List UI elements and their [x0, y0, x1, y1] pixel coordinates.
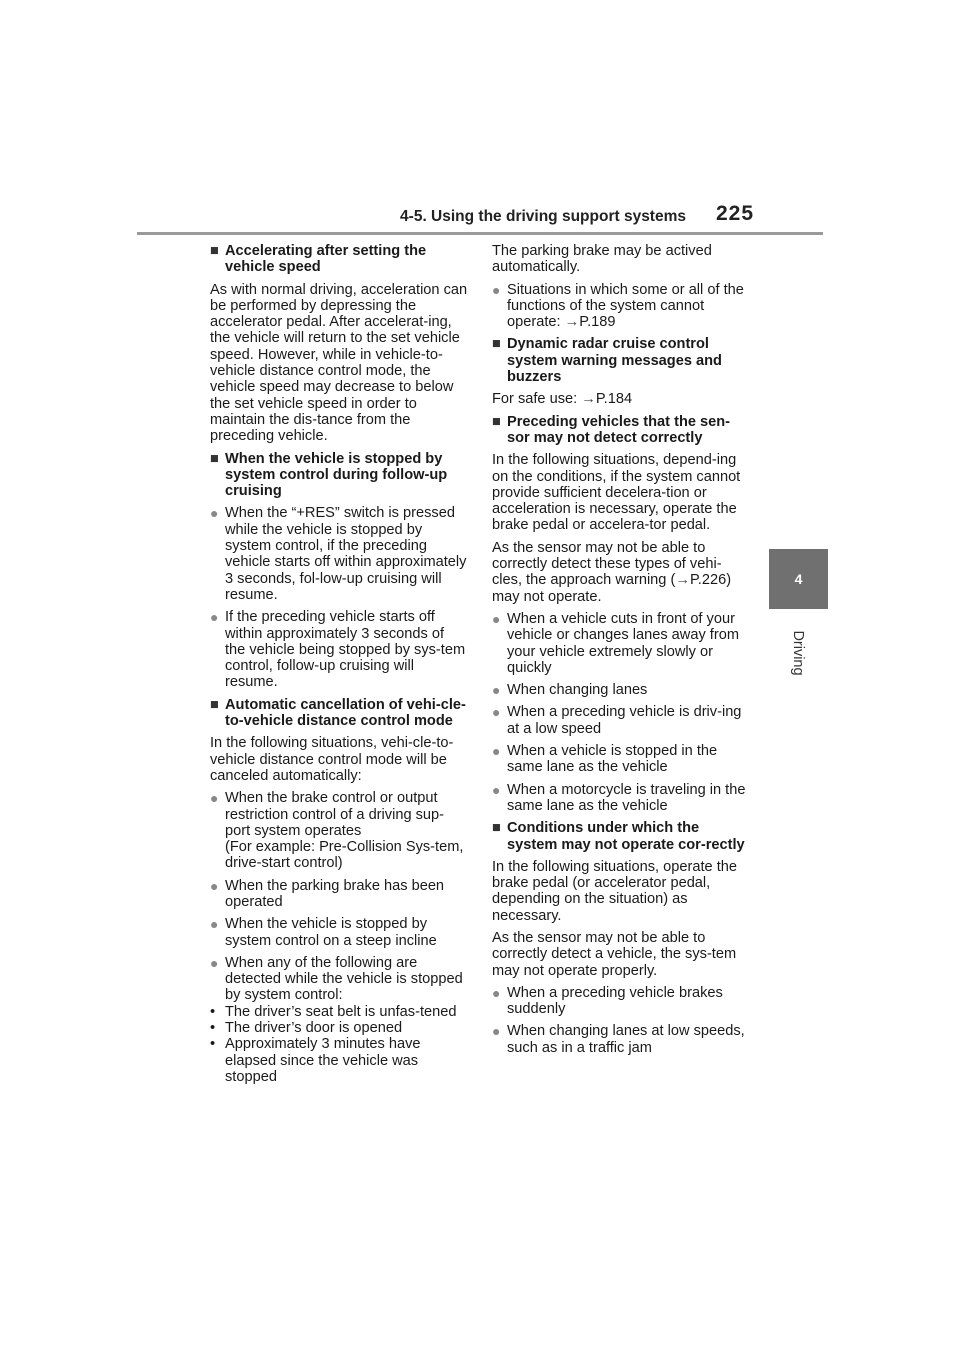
bullet-icon: ●	[210, 790, 219, 807]
heading-marker-icon: ■	[210, 450, 219, 467]
page-number: 225	[716, 202, 755, 225]
sub-list-item: • Approximately 3 minutes have elapsed since the vehicle was stopped	[210, 1036, 421, 1085]
bullet-icon: ●	[210, 916, 219, 933]
left-column	[210, 243, 468, 1085]
example-note: (For example: Pre-Collision Sys-tem, drive-start control)	[225, 839, 464, 872]
list-item: ● When a preceding vehicle brakes suddenly	[492, 984, 723, 1018]
bullet-icon: ●	[210, 877, 219, 894]
chapter-number: 4	[794, 571, 803, 587]
page-reference-link[interactable]: P.184	[595, 391, 633, 408]
list-item: ● When the vehicle is stopped by system control on a steep incline	[210, 916, 437, 949]
chapter-tab	[769, 549, 828, 609]
list-item: ● When changing lanes	[492, 682, 648, 699]
bullet-icon: ●	[492, 781, 501, 798]
heading-preceding-vehicles: ■ Preceding vehicles that the sen-sor may not detect correctly	[492, 413, 731, 446]
paragraph: For safe use: →P.184	[492, 391, 633, 408]
heading-marker-icon: ■	[210, 243, 219, 259]
page-reference-link[interactable]: P.189	[579, 314, 616, 331]
ref-arrow-icon: →	[675, 572, 690, 589]
bullet-icon: ●	[492, 281, 501, 298]
page-reference-link[interactable]: P.226	[689, 572, 727, 589]
bullet-icon: ●	[492, 1023, 501, 1040]
sub-bullet-icon: •	[210, 1020, 216, 1037]
header-rule	[137, 232, 823, 235]
sub-list-item: • The driver’s door is opened	[210, 1020, 403, 1037]
heading-warning-messages: ■ Dynamic radar cruise control system warning messages and buzzers	[492, 336, 722, 386]
paragraph: The parking brake may be actived automatically.	[492, 243, 712, 276]
paragraph: As the sensor may not be able to correctly detect these types of vehi-cles, the approach warning (→P.226) may not operate.	[492, 539, 732, 605]
list-item: ● When any of the following are detected while the vehicle is stopped by system control:	[210, 954, 463, 1004]
heading-conditions: ■ Conditions under which the system may not operate cor-rectly	[492, 820, 745, 853]
list-item: ● When the brake control or output restriction control of a driving sup-port system operates (For example: Pre-Collision Sys-tem, drive-start control)	[210, 790, 464, 872]
paragraph: As the sensor may not be able to correctly detect a vehicle, the sys-tem may not operate properly.	[492, 929, 737, 979]
list-item: ● When the “+RES” switch is pressed while the vehicle is stopped by system control, if the preceding vehicle starts off within approximately 3 seconds, fol-low-up cruising will resume.	[210, 505, 467, 603]
sub-bullet-icon: •	[210, 1036, 216, 1053]
chapter-label: Driving	[790, 630, 806, 676]
heading-accelerating: ■ Accelerating after setting the vehicle speed	[210, 243, 427, 276]
bullet-icon: ●	[492, 704, 501, 721]
heading-marker-icon: ■	[492, 336, 501, 353]
sub-bullet-icon: •	[210, 1003, 216, 1020]
heading-auto-cancel: ■ Automatic cancellation of vehi-cle-to-vehicle distance control mode	[210, 696, 466, 730]
bullet-icon: ●	[492, 682, 501, 699]
right-column	[492, 243, 750, 1062]
sub-list-item: • The driver’s seat belt is unfas-tened	[210, 1003, 457, 1020]
list-item: ● When a preceding vehicle is driv-ing at a low speed	[492, 704, 742, 737]
heading-marker-icon: ■	[210, 696, 219, 713]
heading-stopped: ■ When the vehicle is stopped by system control during follow-up cruising	[210, 450, 448, 500]
ref-arrow-icon: →	[564, 314, 580, 331]
paragraph: In the following situations, depend-ing on the conditions, if the system cannot provide sufficient decelera-tion or acceleration is necessary, operate the brake pedal or accelera-tor pedal.	[492, 452, 741, 534]
list-item: ● When changing lanes at low speeds, such as in a traffic jam	[492, 1023, 745, 1056]
list-item: ● When a vehicle is stopped in the same lane as the vehicle	[492, 743, 718, 776]
section-title: 4-5. Using the driving support systems	[400, 208, 686, 225]
bullet-icon: ●	[210, 505, 219, 522]
ref-arrow-icon: →	[581, 391, 596, 408]
bullet-icon: ●	[492, 743, 501, 760]
bullet-icon: ●	[210, 609, 219, 626]
bullet-icon: ●	[492, 984, 501, 1001]
heading-marker-icon: ■	[492, 413, 501, 430]
list-item: ● If the preceding vehicle starts off within approximately 3 seconds of the vehicle being stopped by sys-tem control, follow-up cruising will resume.	[210, 609, 466, 691]
list-item: ● When the parking brake has been operated	[210, 877, 445, 910]
bullet-icon: ●	[210, 954, 219, 971]
paragraph: In the following situations, vehi-cle-to-vehicle distance control mode will be canceled automatically:	[210, 735, 454, 784]
heading-marker-icon: ■	[492, 820, 501, 837]
paragraph: As with normal driving, acceleration can be performed by depressing the accelerator pedal. After accelerat-ing, the vehicle will return to the set vehicle speed. However, while in vehicle-to-vehicle distance control mode, the vehicle speed may decrease to below the set vehicle speed in order to maintain the dis-tance from the preceding vehicle.	[210, 281, 468, 445]
list-item: ● Situations in which some or all of the functions of the system cannot operate: →P.189	[492, 281, 744, 331]
bullet-icon: ●	[492, 610, 501, 627]
list-item: ● When a motorcycle is traveling in the same lane as the vehicle	[492, 781, 746, 814]
list-item: ● When a vehicle cuts in front of your vehicle or changes lanes away from your vehicle extremely slowly or quickly	[492, 610, 739, 676]
paragraph: In the following situations, operate the brake pedal (or accelerator pedal, depending on the situation) as necessary.	[492, 858, 738, 924]
